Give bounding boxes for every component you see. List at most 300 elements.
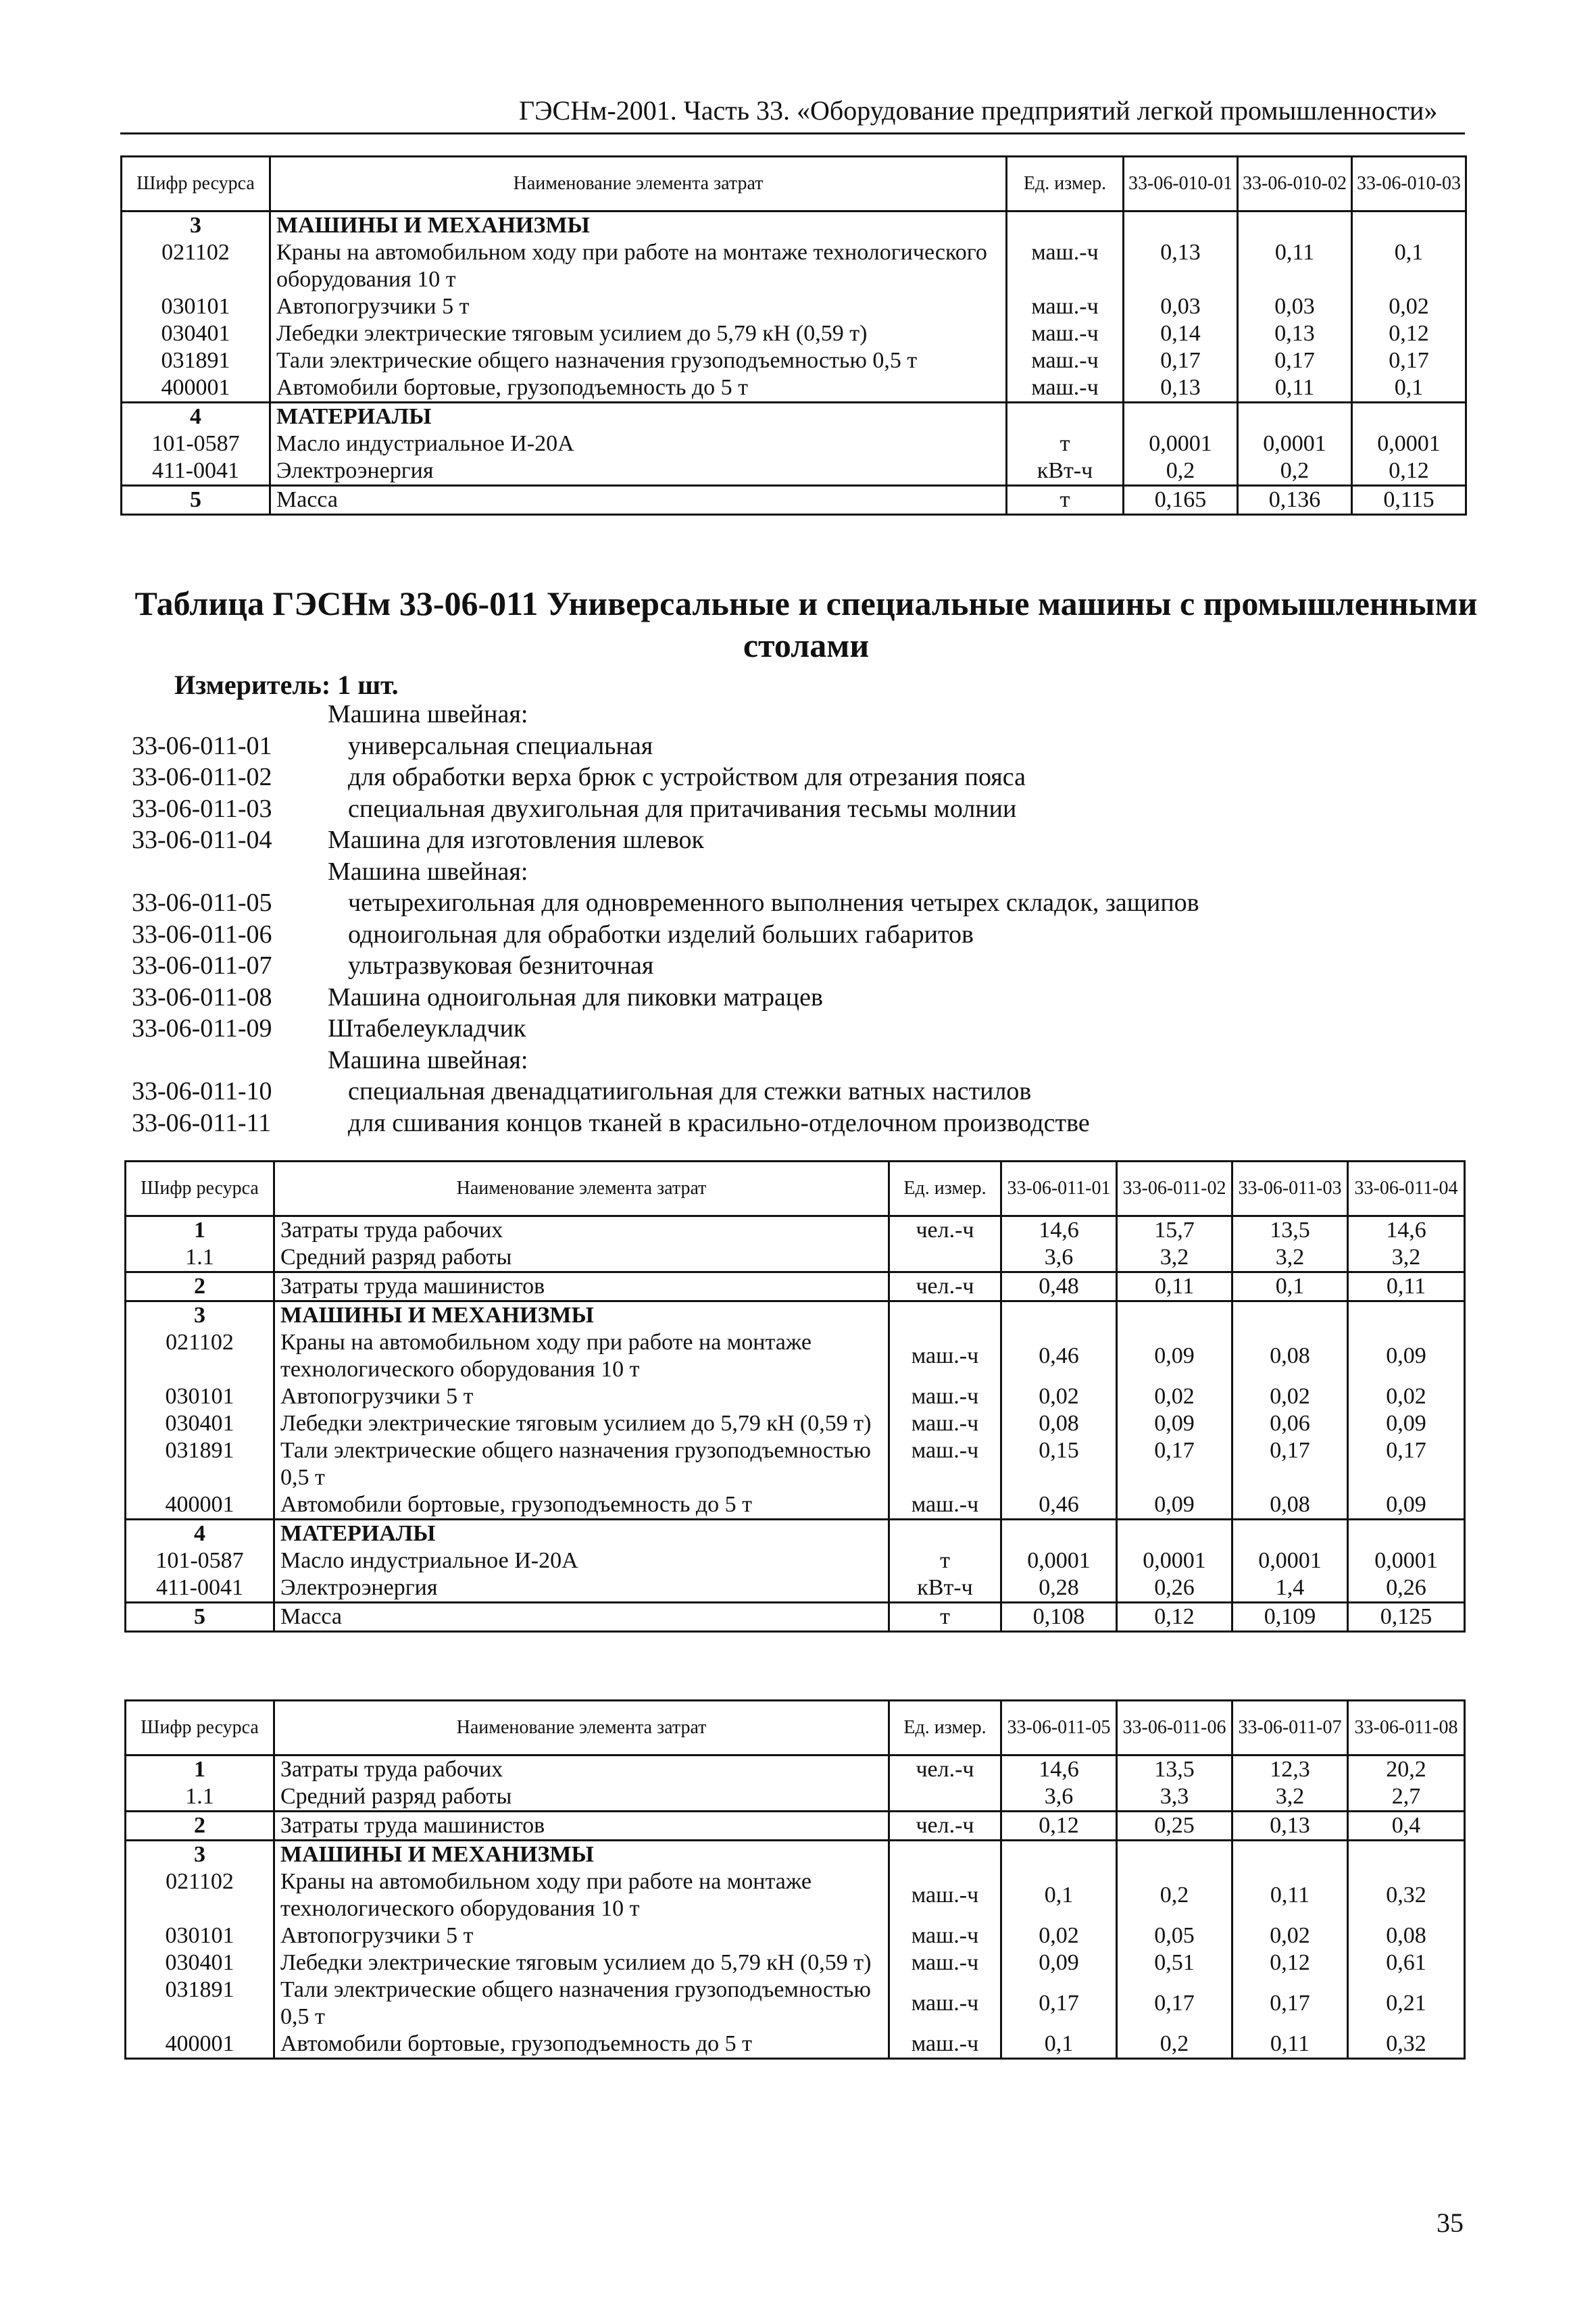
norm-value: 0,25: [1117, 1812, 1232, 1841]
group-row: [126, 1301, 1465, 1330]
group-row: [122, 211, 1466, 240]
resource-unit: маш.-ч: [1007, 374, 1124, 403]
resource-row: [126, 1949, 1465, 1976]
col-norm-header: 33-06-011-03: [1232, 1162, 1348, 1216]
item-code: 33-06-011-08: [132, 982, 272, 1012]
norm-value: 0,13: [1124, 239, 1238, 293]
col-norm-header: 33-06-010-02: [1238, 157, 1352, 211]
resource-table-011-a: [124, 1160, 1466, 1633]
resource-unit: маш.-ч: [889, 1410, 1001, 1437]
item-text: ультразвуковая безниточная: [348, 951, 654, 980]
col-norm-header: 33-06-011-06: [1117, 1701, 1232, 1756]
resource-name: МАШИНЫ И МЕХАНИЗМЫ: [270, 211, 1007, 240]
norm-value: 0,0001: [1117, 1547, 1232, 1574]
norm-value: 0,12: [1232, 1949, 1348, 1976]
resource-unit: маш.-ч: [889, 1437, 1001, 1491]
norm-value: 0,51: [1117, 1949, 1232, 1976]
norm-value: 0,13: [1232, 1812, 1348, 1841]
norm-value: 0,115: [1352, 486, 1466, 515]
norm-value: 0,12: [1117, 1603, 1232, 1632]
resource-name: Автомобили бортовые, грузоподъемность до 5 т: [274, 1491, 889, 1520]
resource-name: Автопогрузчики 5 т: [274, 1383, 889, 1410]
item-text: Машина швейная:: [328, 857, 528, 886]
norm-value: [1117, 1841, 1232, 1869]
resource-unit: чел.-ч: [889, 1756, 1001, 1784]
norm-value: 0,09: [1348, 1491, 1465, 1520]
resource-unit: маш.-ч: [1007, 320, 1124, 347]
norm-value: 3,6: [1001, 1783, 1117, 1812]
norm-value: 0,02: [1001, 1383, 1117, 1410]
resource-row: [126, 1244, 1465, 1272]
resource-code: 411-0041: [126, 1574, 274, 1603]
resource-row: [126, 1410, 1465, 1437]
norm-value: 0,46: [1001, 1329, 1117, 1383]
resource-row: [126, 1547, 1465, 1574]
resource-unit: [889, 1783, 1001, 1812]
resource-code: 030101: [126, 1383, 274, 1410]
resource-code: 030101: [122, 293, 270, 320]
norm-value: [1124, 403, 1238, 431]
group-row: [122, 486, 1466, 515]
norm-value: 0,06: [1232, 1410, 1348, 1437]
norm-value: 0,2: [1117, 1868, 1232, 1922]
resource-unit: маш.-ч: [1007, 239, 1124, 293]
item-code: 33-06-011-01: [132, 731, 272, 760]
resource-name: Краны на автомобильном ходу при работе на монтаже технологического оборудования 10 т: [274, 1868, 889, 1922]
norm-value: 0,26: [1348, 1574, 1465, 1603]
resource-code: 2: [126, 1272, 274, 1301]
resource-unit: маш.-ч: [889, 1922, 1001, 1949]
norm-value: 0,13: [1124, 374, 1238, 403]
resource-row: [126, 1976, 1465, 2031]
norm-value: 0,09: [1348, 1410, 1465, 1437]
norm-value: [1238, 211, 1352, 240]
resource-code: 400001: [126, 2031, 274, 2059]
resource-name: Краны на автомобильном ходу при работе на монтаже технологического оборудования 10 т: [270, 239, 1007, 293]
norm-value: [1238, 403, 1352, 431]
norm-value: 13,5: [1117, 1756, 1232, 1784]
resource-row: [126, 1437, 1465, 1491]
resource-name: МАШИНЫ И МЕХАНИЗМЫ: [274, 1841, 889, 1869]
norm-value: [1348, 1301, 1465, 1330]
col-unit-header: Ед. измер.: [889, 1162, 1001, 1216]
norm-value: [1001, 1301, 1117, 1330]
col-code-header: Шифр ресурса: [122, 157, 270, 211]
norm-value: 0,11: [1232, 1868, 1348, 1922]
running-header: ГЭСНм-2001. Часть 33. «Оборудование предприятий легкой промышленности»: [519, 95, 1438, 126]
resource-code: 411-0041: [122, 457, 270, 486]
norm-value: 0,14: [1124, 320, 1238, 347]
item-code: 33-06-011-06: [132, 920, 272, 949]
resource-row: [126, 1383, 1465, 1410]
norm-value: 0,08: [1001, 1410, 1117, 1437]
col-norm-header: 33-06-010-01: [1124, 157, 1238, 211]
item-text: специальная двенадцатиигольная для стежки ватных настилов: [348, 1077, 1032, 1105]
norm-value: 0,08: [1232, 1329, 1348, 1383]
resource-row: [122, 374, 1466, 403]
item-code: 33-06-011-04: [132, 826, 272, 854]
item-text: Машина для изготовления шлевок: [328, 826, 704, 854]
resource-name: Масса: [270, 486, 1007, 515]
resource-name: Автомобили бортовые, грузоподъемность до 5 т: [274, 2031, 889, 2059]
resource-code: 400001: [122, 374, 270, 403]
resource-code: 031891: [122, 347, 270, 374]
group-row: [126, 1272, 1465, 1301]
resource-row: [122, 320, 1466, 347]
resource-code: 101-0587: [126, 1547, 274, 1574]
resource-name: Электроэнергия: [274, 1574, 889, 1603]
norm-value: 0,03: [1124, 293, 1238, 320]
col-name-header: Наименование элемента затрат: [270, 157, 1007, 211]
resource-unit: т: [889, 1603, 1001, 1632]
norm-value: 0,46: [1001, 1491, 1117, 1520]
item-code: 33-06-011-10: [132, 1077, 272, 1105]
norm-value: 3,2: [1348, 1244, 1465, 1272]
resource-name: Затраты труда рабочих: [274, 1756, 889, 1784]
norm-value: 0,02: [1117, 1383, 1232, 1410]
item-text: одноигольная для обработки изделий больших габаритов: [348, 920, 974, 949]
resource-name: МАШИНЫ И МЕХАНИЗМЫ: [274, 1301, 889, 1330]
resource-name: Лебедки электрические тяговым усилием до 5,79 кН (0,59 т): [270, 320, 1007, 347]
header-rule: [120, 132, 1465, 134]
norm-value: 0,15: [1001, 1437, 1117, 1491]
norm-value: 0,0001: [1352, 430, 1466, 457]
norm-value: 0,4: [1348, 1812, 1465, 1841]
resource-code: 2: [126, 1812, 274, 1841]
norm-value: 0,08: [1348, 1922, 1465, 1949]
norm-value: 0,12: [1001, 1812, 1117, 1841]
measure-unit: Измеритель: 1 шт.: [174, 670, 399, 700]
norm-value: 0,1: [1352, 374, 1466, 403]
col-norm-header: 33-06-011-01: [1001, 1162, 1117, 1216]
page-number: 35: [1437, 2208, 1464, 2238]
norm-value: 1,4: [1232, 1574, 1348, 1603]
norm-value: [1117, 1301, 1232, 1330]
norm-value: 0,17: [1232, 1976, 1348, 2031]
col-norm-header: 33-06-011-08: [1348, 1701, 1465, 1756]
resource-unit: маш.-ч: [889, 1491, 1001, 1520]
norm-value: 0,09: [1348, 1329, 1465, 1383]
item-text: Машина швейная:: [328, 1045, 528, 1074]
norm-value: [1348, 1520, 1465, 1548]
col-code-header: Шифр ресурса: [126, 1162, 274, 1216]
norm-value: [1124, 211, 1238, 240]
norm-value: 0,02: [1232, 1922, 1348, 1949]
norm-value: 0,125: [1348, 1603, 1465, 1632]
norm-value: 3,2: [1232, 1244, 1348, 1272]
norm-value: 0,136: [1238, 486, 1352, 515]
resource-unit: маш.-ч: [1007, 347, 1124, 374]
resource-name: Затраты труда машинистов: [274, 1272, 889, 1301]
resource-name: Краны на автомобильном ходу при работе на монтаже технологического оборудования 10 т: [274, 1329, 889, 1383]
resource-row: [126, 1868, 1465, 1922]
resource-unit: кВт-ч: [889, 1574, 1001, 1603]
resource-name: Средний разряд работы: [274, 1244, 889, 1272]
norm-value: 0,09: [1117, 1410, 1232, 1437]
resource-row: [122, 457, 1466, 486]
item-text: специальная двухигольная для притачивания тесьмы молнии: [348, 794, 1017, 823]
item-code: 33-06-011-05: [132, 889, 272, 917]
col-norm-header: 33-06-010-03: [1352, 157, 1466, 211]
norm-value: 0,28: [1001, 1574, 1117, 1603]
resource-unit: маш.-ч: [889, 1329, 1001, 1383]
resource-table-010: [120, 155, 1467, 516]
item-code: 33-06-011-11: [132, 1108, 272, 1137]
resource-name: Тали электрические общего назначения грузоподъемностью 0,5 т: [274, 1976, 889, 2031]
group-row: [126, 1520, 1465, 1548]
resource-name: Электроэнергия: [270, 457, 1007, 486]
resource-code: 4: [122, 403, 270, 431]
resource-name: Масло индустриальное И-20А: [274, 1547, 889, 1574]
col-name-header: Наименование элемента затрат: [274, 1701, 889, 1756]
norm-value: 0,108: [1001, 1603, 1117, 1632]
norm-value: 0,02: [1001, 1922, 1117, 1949]
norm-value: 0,05: [1117, 1922, 1232, 1949]
resource-unit: маш.-ч: [889, 2031, 1001, 2059]
resource-code: 101-0587: [122, 430, 270, 457]
resource-code: 1.1: [126, 1783, 274, 1812]
resource-unit: маш.-ч: [889, 1383, 1001, 1410]
norm-value: 14,6: [1348, 1216, 1465, 1245]
resource-unit: т: [1007, 430, 1124, 457]
resource-code: 400001: [126, 1491, 274, 1520]
resource-unit: чел.-ч: [889, 1272, 1001, 1301]
norm-value: 0,11: [1238, 239, 1352, 293]
group-row: [126, 1603, 1465, 1632]
resource-unit: кВт-ч: [1007, 457, 1124, 486]
resource-code: 031891: [126, 1976, 274, 2031]
norm-value: [1001, 1841, 1117, 1869]
resource-code: 031891: [126, 1437, 274, 1491]
norm-value: 0,12: [1352, 457, 1466, 486]
norm-value: 0,03: [1238, 293, 1352, 320]
resource-code: 5: [126, 1603, 274, 1632]
resource-name: Затраты труда рабочих: [274, 1216, 889, 1245]
resource-unit: [889, 1520, 1001, 1548]
resource-row: [122, 347, 1466, 374]
resource-unit: маш.-ч: [889, 1976, 1001, 2031]
item-text: Штабелеукладчик: [328, 1014, 526, 1043]
resource-code: 4: [126, 1520, 274, 1548]
resource-name: Тали электрические общего назначения грузоподъемностью 0,5 т: [274, 1437, 889, 1491]
resource-code: 021102: [126, 1329, 274, 1383]
resource-unit: [1007, 403, 1124, 431]
resource-row: [126, 1783, 1465, 1812]
norm-value: 0,1: [1232, 1272, 1348, 1301]
norm-value: 0,17: [1232, 1437, 1348, 1491]
resource-unit: маш.-ч: [1007, 293, 1124, 320]
resource-name: Лебедки электрические тяговым усилием до 5,79 кН (0,59 т): [274, 1410, 889, 1437]
norm-value: 0,1: [1352, 239, 1466, 293]
norm-value: 0,17: [1117, 1437, 1232, 1491]
col-name-header: Наименование элемента затрат: [274, 1162, 889, 1216]
norm-value: [1352, 211, 1466, 240]
norm-value: 0,17: [1124, 347, 1238, 374]
norm-value: 0,11: [1117, 1272, 1232, 1301]
resource-code: 5: [122, 486, 270, 515]
norm-value: [1348, 1841, 1465, 1869]
resource-code: 3: [122, 211, 270, 240]
norm-value: 0,0001: [1238, 430, 1352, 457]
col-norm-header: 33-06-011-05: [1001, 1701, 1117, 1756]
resource-name: Средний разряд работы: [274, 1783, 889, 1812]
col-norm-header: 33-06-011-04: [1348, 1162, 1465, 1216]
resource-name: Масло индустриальное И-20А: [270, 430, 1007, 457]
norm-value: 0,09: [1001, 1949, 1117, 1976]
norm-value: [1001, 1520, 1117, 1548]
norm-value: [1232, 1301, 1348, 1330]
resource-row: [122, 430, 1466, 457]
norm-value: 0,17: [1117, 1976, 1232, 2031]
resource-code: 3: [126, 1301, 274, 1330]
resource-unit: [1007, 211, 1124, 240]
resource-unit: т: [1007, 486, 1124, 515]
group-row: [122, 403, 1466, 431]
norm-value: 0,17: [1348, 1437, 1465, 1491]
resource-row: [126, 1329, 1465, 1383]
resource-code: 3: [126, 1841, 274, 1869]
resource-row: [122, 239, 1466, 293]
item-code: 33-06-011-07: [132, 951, 272, 980]
item-code: 33-06-011-09: [132, 1014, 272, 1043]
norm-value: 0,21: [1348, 1976, 1465, 2031]
norm-value: 2,7: [1348, 1783, 1465, 1812]
resource-unit: маш.-ч: [889, 1868, 1001, 1922]
item-text: четырехигольная для одновременного выполнения четырех складок, защипов: [348, 889, 1199, 917]
item-code: 33-06-011-02: [132, 763, 272, 791]
table-header-row: [122, 157, 1466, 211]
norm-value: 0,2: [1117, 2031, 1232, 2059]
resource-code: 030401: [126, 1949, 274, 1976]
col-norm-header: 33-06-011-07: [1232, 1701, 1348, 1756]
resource-row: [122, 293, 1466, 320]
norm-value: 0,109: [1232, 1603, 1348, 1632]
norm-value: 0,13: [1238, 320, 1352, 347]
norm-value: 13,5: [1232, 1216, 1348, 1245]
resource-name: МАТЕРИАЛЫ: [274, 1520, 889, 1548]
table-title: Таблица ГЭСНм 33-06-011 Универсальные и специальные машины с промышленными столами: [134, 584, 1478, 664]
norm-value: 15,7: [1117, 1216, 1232, 1245]
table-header-row: [126, 1701, 1465, 1756]
resource-unit: [889, 1301, 1001, 1330]
item-text: Машина одноигольная для пиковки матрацев: [328, 982, 823, 1012]
norm-value: 0,11: [1238, 374, 1352, 403]
resource-code: 1.1: [126, 1244, 274, 1272]
norm-value: 0,0001: [1001, 1547, 1117, 1574]
resource-name: Масса: [274, 1603, 889, 1632]
norm-value: 0,12: [1352, 320, 1466, 347]
resource-row: [126, 1574, 1465, 1603]
norm-value: 0,26: [1117, 1574, 1232, 1603]
norm-value: 3,2: [1232, 1783, 1348, 1812]
resource-code: 1: [126, 1756, 274, 1784]
resource-unit: чел.-ч: [889, 1812, 1001, 1841]
norm-value: 0,1: [1001, 1868, 1117, 1922]
resource-row: [126, 1491, 1465, 1520]
norm-value: 0,48: [1001, 1272, 1117, 1301]
norm-value: 14,6: [1001, 1756, 1117, 1784]
resource-unit: [889, 1841, 1001, 1869]
col-norm-header: 33-06-011-02: [1117, 1162, 1232, 1216]
norm-value: 0,1: [1001, 2031, 1117, 2059]
resource-code: 030101: [126, 1922, 274, 1949]
resource-unit: чел.-ч: [889, 1216, 1001, 1245]
norm-value: 0,17: [1238, 347, 1352, 374]
norm-value: 0,09: [1117, 1329, 1232, 1383]
norm-value: 3,3: [1117, 1783, 1232, 1812]
resource-row: [126, 1922, 1465, 1949]
item-code: 33-06-011-03: [132, 794, 272, 823]
group-row: [126, 1812, 1465, 1841]
resource-name: МАТЕРИАЛЫ: [270, 403, 1007, 431]
resource-code: 021102: [126, 1868, 274, 1922]
norm-value: 0,02: [1352, 293, 1466, 320]
norm-value: 0,02: [1232, 1383, 1348, 1410]
resource-unit: [889, 1244, 1001, 1272]
item-text: для обработки верха брюк с устройством для отрезания пояса: [348, 763, 1026, 791]
norm-value: 0,2: [1124, 457, 1238, 486]
group-row: [126, 1756, 1465, 1784]
norm-value: 0,0001: [1232, 1547, 1348, 1574]
norm-value: 0,08: [1232, 1491, 1348, 1520]
resource-table-011-b: [124, 1699, 1466, 2060]
resource-name: Тали электрические общего назначения грузоподъемностью 0,5 т: [270, 347, 1007, 374]
item-text: для сшивания концов тканей в красильно-отделочном производстве: [348, 1108, 1090, 1137]
col-code-header: Шифр ресурса: [126, 1701, 274, 1756]
resource-code: 1: [126, 1216, 274, 1245]
group-row: [126, 1841, 1465, 1869]
norm-value: 20,2: [1348, 1756, 1465, 1784]
item-text: универсальная специальная: [348, 731, 653, 760]
resource-row: [126, 2031, 1465, 2059]
norm-value: 0,09: [1117, 1491, 1232, 1520]
col-unit-header: Ед. измер.: [1007, 157, 1124, 211]
norm-value: 0,32: [1348, 2031, 1465, 2059]
norm-value: 3,2: [1117, 1244, 1232, 1272]
norm-value: 0,02: [1348, 1383, 1465, 1410]
norm-value: 3,6: [1001, 1244, 1117, 1272]
norm-value: 0,2: [1238, 457, 1352, 486]
resource-code: 021102: [122, 239, 270, 293]
norm-value: 0,11: [1348, 1272, 1465, 1301]
resource-unit: т: [889, 1547, 1001, 1574]
resource-unit: маш.-ч: [889, 1949, 1001, 1976]
norm-value: [1232, 1520, 1348, 1548]
norm-value: 0,0001: [1124, 430, 1238, 457]
col-unit-header: Ед. измер.: [889, 1701, 1001, 1756]
resource-name: Автомобили бортовые, грузоподъемность до 5 т: [270, 374, 1007, 403]
resource-name: Затраты труда машинистов: [274, 1812, 889, 1841]
table-header-row: [126, 1162, 1465, 1216]
norm-value: 0,32: [1348, 1868, 1465, 1922]
resource-name: Автопогрузчики 5 т: [274, 1922, 889, 1949]
group-row: [126, 1216, 1465, 1245]
norm-value: 0,17: [1001, 1976, 1117, 2031]
norm-value: 0,61: [1348, 1949, 1465, 1976]
norm-value: 12,3: [1232, 1756, 1348, 1784]
norm-value: [1117, 1520, 1232, 1548]
resource-name: Лебедки электрические тяговым усилием до 5,79 кН (0,59 т): [274, 1949, 889, 1976]
norm-value: [1232, 1841, 1348, 1869]
resource-name: Автопогрузчики 5 т: [270, 293, 1007, 320]
resource-code: 030401: [126, 1410, 274, 1437]
norm-value: 0,17: [1352, 347, 1466, 374]
norm-value: [1352, 403, 1466, 431]
norm-value: 0,11: [1232, 2031, 1348, 2059]
resource-code: 030401: [122, 320, 270, 347]
norm-value: 0,165: [1124, 486, 1238, 515]
norm-value: 14,6: [1001, 1216, 1117, 1245]
